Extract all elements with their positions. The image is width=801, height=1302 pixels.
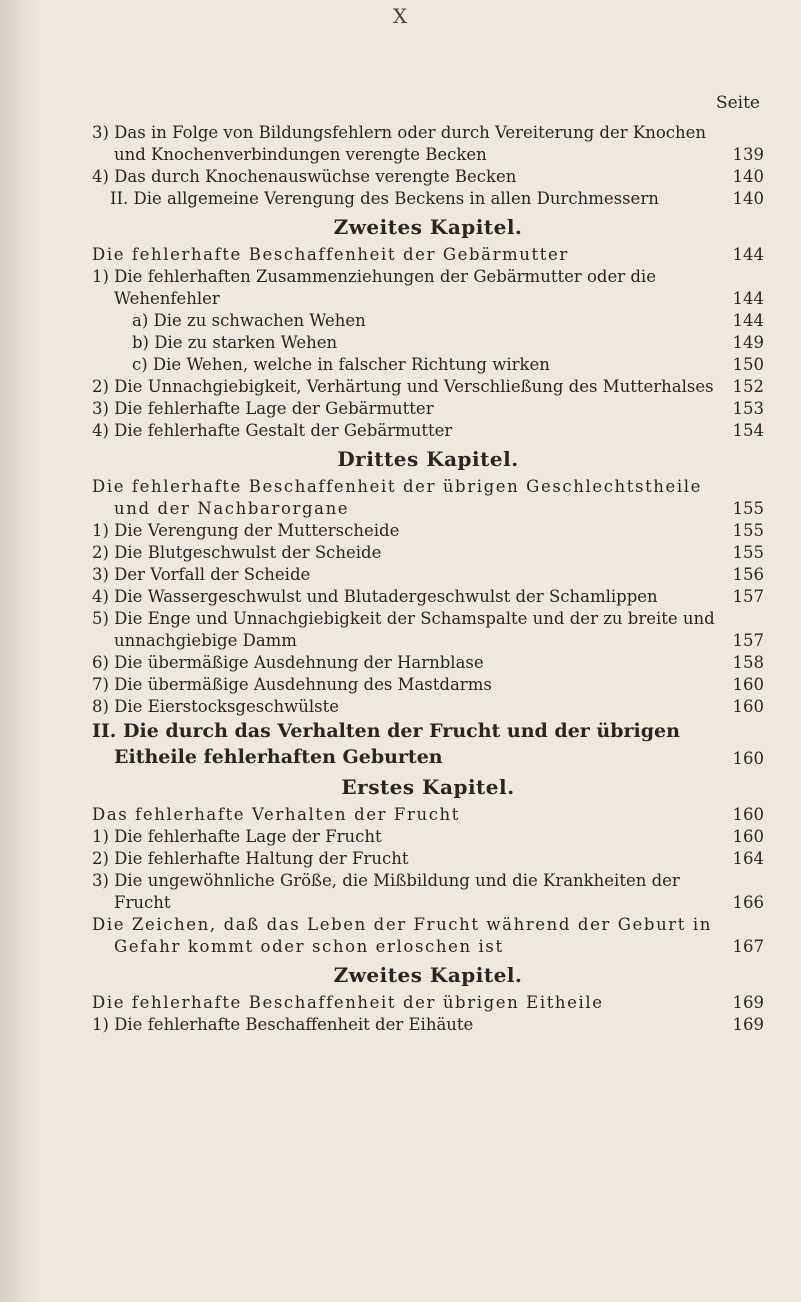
toc-entry-page: 169 — [732, 1015, 764, 1034]
toc-entry-title: Die fehlerhafte Beschaffenheit der übrigen Geschlechtstheile und der Nachbarorgane — [92, 477, 703, 518]
toc-entry — [92, 652, 764, 674]
toc-entry — [92, 476, 764, 520]
toc-entry-page: 156 — [732, 565, 764, 584]
page-gutter-shadow — [0, 0, 40, 1302]
toc-entry-title: 2) Die Unnachgiebigkeit, Verhärtung und Verschließung des Mutterhalses — [92, 377, 714, 396]
toc-entry-page: 155 — [732, 543, 764, 562]
toc-entry-title: 1) Die fehlerhaften Zusammenziehungen der Gebärmutter oder die Wehenfehler — [92, 267, 656, 308]
toc-entry-title: a) Die zu schwachen Wehen — [132, 311, 366, 330]
toc-entry-page: 160 — [732, 827, 764, 846]
page-mark: X — [392, 4, 408, 28]
toc-entry-title: Das fehlerhafte Verhalten der Frucht — [92, 805, 460, 824]
toc-entry-page: 158 — [732, 653, 764, 672]
toc-entry — [92, 674, 764, 696]
toc-entry-page: 164 — [732, 849, 764, 868]
toc-entry-page: 140 — [732, 189, 764, 208]
toc-entry-title: 2) Die fehlerhafte Haltung der Frucht — [92, 849, 409, 868]
toc-entry — [132, 310, 764, 332]
toc-entry-title: 7) Die übermäßige Ausdehnung des Mastdarms — [92, 675, 492, 694]
toc-entry-page: 144 — [732, 245, 764, 264]
toc-entry-title: 4) Die Wassergeschwulst und Blutadergeschwulst der Schamlippen — [92, 587, 658, 606]
toc-entry — [92, 244, 764, 266]
chapter-heading: Erstes Kapitel. — [341, 775, 515, 799]
toc-entry — [92, 586, 764, 608]
toc-entry-title: II. Die durch das Verhalten der Frucht und der übrigen Eitheile fehlerhaften Geburten — [92, 720, 680, 768]
toc-entry-page: 153 — [732, 399, 764, 418]
toc-entry-page: 155 — [732, 521, 764, 540]
toc-entry-title: II. Die allgemeine Verengung des Beckens in allen Durchmessern — [110, 189, 659, 208]
toc-entry-page: 160 — [732, 749, 764, 768]
toc-entry — [92, 398, 764, 420]
toc-entry-page: 150 — [732, 355, 764, 374]
toc-entry — [92, 870, 764, 914]
chapter-heading: Zweites Kapitel. — [333, 963, 523, 987]
toc-entry — [92, 266, 764, 310]
toc-entry — [92, 420, 764, 442]
toc-entry — [92, 804, 764, 826]
toc-entry — [132, 354, 764, 376]
toc-entry-title: Die Zeichen, daß das Leben der Frucht während der Geburt in Gefahr kommt oder schon erloschen ist — [92, 915, 712, 956]
toc-entry-title: 3) Die ungewöhnliche Größe, die Mißbildung und die Krankheiten der Frucht — [92, 871, 680, 912]
toc-entry — [92, 826, 764, 848]
toc-entry-page: 169 — [732, 993, 764, 1012]
toc-entry-title: 4) Die fehlerhafte Gestalt der Gebärmutter — [92, 421, 453, 440]
toc-entry-title: Die fehlerhafte Beschaffenheit der übrigen Eitheile — [92, 993, 604, 1012]
toc-entry — [92, 608, 764, 652]
toc-entry-page: 139 — [732, 145, 764, 164]
toc-entry — [92, 1014, 764, 1036]
toc-entry-page: 144 — [732, 311, 764, 330]
toc-entry-title: 1) Die Verengung der Mutterscheide — [92, 521, 400, 540]
toc-entry-title: 8) Die Eierstocksgeschwülste — [92, 697, 339, 716]
part-heading-row — [92, 718, 764, 770]
toc-entry-page: 160 — [732, 805, 764, 824]
toc-entry — [92, 122, 764, 166]
toc-entry-title: 4) Das durch Knochenauswüchse verengte Becken — [92, 167, 517, 186]
toc-entry-page: 144 — [732, 289, 764, 308]
chapter-heading: Drittes Kapitel. — [337, 447, 519, 471]
table-of-contents — [92, 122, 764, 1036]
toc-entry-page: 149 — [732, 333, 764, 352]
toc-entry-title: 5) Die Enge und Unnachgiebigkeit der Schamspalte und der zu breite und unnachgiebige Damm — [92, 609, 715, 650]
toc-entry-title: 1) Die fehlerhafte Beschaffenheit der Eihäute — [92, 1015, 474, 1034]
toc-entry — [92, 376, 764, 398]
toc-entry-title: 3) Der Vorfall der Scheide — [92, 565, 311, 584]
toc-entry-page: 155 — [732, 499, 764, 518]
toc-entry-page: 152 — [732, 377, 764, 396]
toc-entry-title: 3) Das in Folge von Bildungsfehlern oder durch Vereiterung der Knochen und Knochenverbindungen verengte Becken — [92, 123, 707, 164]
toc-entry — [92, 542, 764, 564]
toc-entry — [110, 188, 764, 210]
toc-entry — [92, 520, 764, 542]
toc-entry-title: 2) Die Blutgeschwulst der Scheide — [92, 543, 382, 562]
toc-entry-page: 154 — [732, 421, 764, 440]
toc-entry — [132, 332, 764, 354]
toc-entry-title: 6) Die übermäßige Ausdehnung der Harnblase — [92, 653, 484, 672]
toc-entry — [92, 166, 764, 188]
toc-entry-page: 160 — [732, 675, 764, 694]
toc-entry-page: 157 — [732, 631, 764, 650]
toc-entry-title: Die fehlerhafte Beschaffenheit der Gebärmutter — [92, 245, 569, 264]
toc-entry-page: 166 — [732, 893, 764, 912]
toc-entry-page: 160 — [732, 697, 764, 716]
toc-entry-page: 140 — [732, 167, 764, 186]
toc-entry — [92, 696, 764, 718]
toc-entry-title: b) Die zu starken Wehen — [132, 333, 338, 352]
toc-entry — [92, 848, 764, 870]
toc-entry — [92, 992, 764, 1014]
page-column-header: Seite — [715, 93, 760, 113]
toc-entry-page: 167 — [732, 937, 764, 956]
toc-entry-page: 157 — [732, 587, 764, 606]
chapter-heading: Zweites Kapitel. — [333, 215, 523, 239]
toc-entry-title: 3) Die fehlerhafte Lage der Gebärmutter — [92, 399, 434, 418]
toc-entry-title: 1) Die fehlerhafte Lage der Frucht — [92, 827, 382, 846]
toc-entry-title: c) Die Wehen, welche in falscher Richtung wirken — [132, 355, 550, 374]
toc-entry — [92, 914, 764, 958]
toc-entry — [92, 564, 764, 586]
